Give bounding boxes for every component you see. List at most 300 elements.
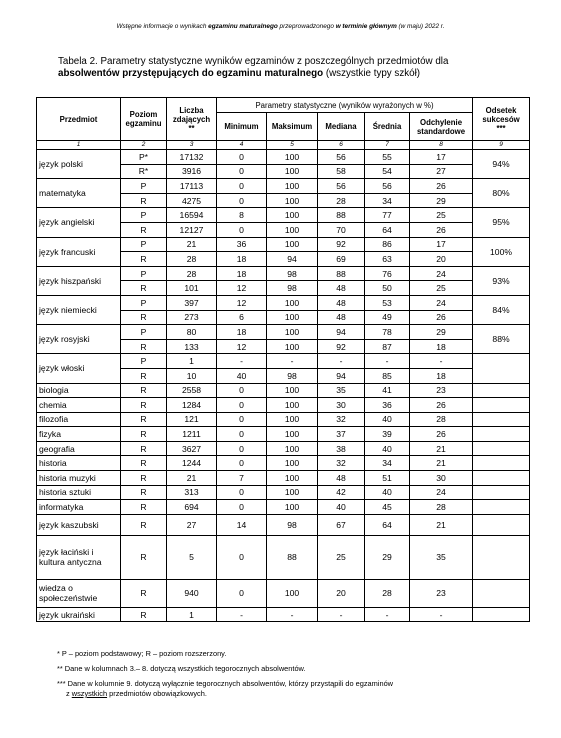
max-cell: 100: [267, 398, 318, 413]
sd-cell: 24: [410, 485, 473, 500]
max-cell: 100: [267, 295, 318, 310]
sd-cell: 17: [410, 150, 473, 165]
success-cell: 100%: [473, 237, 530, 266]
mean-cell: 50: [365, 281, 410, 296]
sd-cell: 21: [410, 441, 473, 456]
min-cell: 0: [217, 164, 267, 179]
sd-cell: 26: [410, 427, 473, 442]
mean-cell: 56: [365, 179, 410, 194]
level-cell: P*: [121, 150, 167, 165]
mean-cell: 45: [365, 500, 410, 515]
max-cell: -: [267, 354, 318, 369]
median-cell: 48: [318, 295, 365, 310]
subject-cell: język polski: [37, 150, 121, 179]
sd-cell: 24: [410, 295, 473, 310]
header-params: Parametry statystyczne (wyników wyrażonych w %): [217, 98, 473, 113]
count-cell: 1: [167, 354, 217, 369]
median-cell: 92: [318, 237, 365, 252]
sd-cell: 20: [410, 252, 473, 267]
table-row: [37, 398, 530, 413]
subject-cell: historia: [37, 456, 121, 471]
max-cell: 100: [267, 164, 318, 179]
sd-cell: 35: [410, 535, 473, 579]
count-cell: 1244: [167, 456, 217, 471]
median-cell: 25: [318, 535, 365, 579]
count-cell: 80: [167, 325, 217, 340]
table-row: [37, 179, 530, 194]
header-mean: Średnia: [365, 113, 410, 141]
column-number: 5: [267, 141, 318, 150]
count-cell: 101: [167, 281, 217, 296]
count-cell: 27: [167, 514, 217, 535]
level-cell: R*: [121, 164, 167, 179]
footnote-3-line-2: [57, 689, 393, 699]
header-subject: Przedmiot: [37, 98, 121, 141]
mean-cell: 51: [365, 471, 410, 486]
min-cell: 0: [217, 456, 267, 471]
level-cell: P: [121, 237, 167, 252]
caption-line-1: Tabela 2. Parametry statystyczne wyników egzaminów z poszczególnych przedmiotów dla: [58, 56, 449, 67]
mean-cell: 34: [365, 193, 410, 208]
median-cell: 92: [318, 339, 365, 354]
success-cell: 93%: [473, 266, 530, 295]
level-cell: R: [121, 500, 167, 515]
median-cell: -: [318, 607, 365, 622]
level-cell: R: [121, 281, 167, 296]
min-cell: 12: [217, 339, 267, 354]
level-cell: R: [121, 485, 167, 500]
count-cell: 12127: [167, 222, 217, 237]
subject-cell: język łaciński i kultura antyczna: [37, 535, 121, 579]
mean-cell: 54: [365, 164, 410, 179]
median-cell: 94: [318, 325, 365, 340]
max-cell: 98: [267, 281, 318, 296]
success-cell: 80%: [473, 179, 530, 208]
min-cell: 6: [217, 310, 267, 325]
header-median: Mediana: [318, 113, 365, 141]
level-cell: P: [121, 325, 167, 340]
median-cell: 35: [318, 383, 365, 398]
count-cell: 21: [167, 471, 217, 486]
median-cell: 88: [318, 266, 365, 281]
max-cell: 100: [267, 579, 318, 607]
min-cell: 18: [217, 325, 267, 340]
footnote-3-post: przedmiotów obowiązkowych.: [107, 689, 207, 698]
min-cell: 0: [217, 535, 267, 579]
level-cell: R: [121, 193, 167, 208]
min-cell: -: [217, 354, 267, 369]
footnote-3-pre: z: [66, 689, 72, 698]
footnote-1: * P – poziom podstawowy; R – poziom rozszerzony.: [57, 649, 227, 658]
mean-cell: 78: [365, 325, 410, 340]
mean-cell: 76: [365, 266, 410, 281]
max-cell: 100: [267, 500, 318, 515]
table-row: [37, 237, 530, 252]
min-cell: 40: [217, 368, 267, 383]
min-cell: 18: [217, 266, 267, 281]
median-cell: 56: [318, 150, 365, 165]
median-cell: 37: [318, 427, 365, 442]
header-text-1: Wstępne informacje o wynikach: [116, 23, 209, 30]
table-row: [37, 383, 530, 398]
subject-cell: matematyka: [37, 179, 121, 208]
header-level: Poziom egzaminu: [121, 98, 167, 141]
column-number: 1: [37, 141, 121, 150]
level-cell: R: [121, 368, 167, 383]
subject-cell: fizyka: [37, 427, 121, 442]
footnote-3: [57, 679, 393, 699]
level-cell: P: [121, 179, 167, 194]
min-cell: 12: [217, 281, 267, 296]
level-cell: R: [121, 252, 167, 267]
min-cell: 36: [217, 237, 267, 252]
sd-cell: 25: [410, 208, 473, 223]
level-cell: R: [121, 514, 167, 535]
subject-cell: chemia: [37, 398, 121, 413]
max-cell: 100: [267, 456, 318, 471]
level-cell: R: [121, 427, 167, 442]
sd-cell: 25: [410, 281, 473, 296]
level-cell: R: [121, 222, 167, 237]
min-cell: 0: [217, 579, 267, 607]
median-cell: 69: [318, 252, 365, 267]
mean-cell: 87: [365, 339, 410, 354]
success-cell: [473, 456, 530, 471]
column-number: 6: [318, 141, 365, 150]
page-header: [0, 23, 561, 30]
table-row: [37, 535, 530, 579]
table-caption: [58, 56, 518, 80]
max-cell: 98: [267, 514, 318, 535]
median-cell: 40: [318, 500, 365, 515]
count-cell: 694: [167, 500, 217, 515]
median-cell: 48: [318, 310, 365, 325]
subject-cell: historia muzyki: [37, 471, 121, 486]
sd-cell: 17: [410, 237, 473, 252]
sd-cell: 26: [410, 222, 473, 237]
median-cell: 32: [318, 456, 365, 471]
sd-cell: 18: [410, 368, 473, 383]
table-row: [37, 354, 530, 369]
median-cell: 30: [318, 398, 365, 413]
median-cell: 88: [318, 208, 365, 223]
table-row: [37, 607, 530, 622]
header-bold-2: w terminie głównym: [335, 23, 397, 30]
max-cell: 100: [267, 412, 318, 427]
sd-cell: 23: [410, 579, 473, 607]
success-cell: [473, 535, 530, 579]
subject-cell: informatyka: [37, 500, 121, 515]
footnote-2: ** Dane w kolumnach 3.– 8. dotyczą wszystkich tegorocznych absolwentów.: [57, 664, 306, 673]
mean-cell: 53: [365, 295, 410, 310]
footnote-3-line-1: *** Dane w kolumnie 9. dotyczą wyłącznie tegorocznych absolwentów, którzy przystąpili do egzaminów: [57, 679, 394, 688]
table-row: [37, 412, 530, 427]
min-cell: 18: [217, 252, 267, 267]
table-row: [37, 500, 530, 515]
table-body: [37, 150, 530, 622]
success-cell: [473, 383, 530, 398]
mean-cell: 41: [365, 383, 410, 398]
median-cell: 28: [318, 193, 365, 208]
count-cell: 2558: [167, 383, 217, 398]
count-cell: 10: [167, 368, 217, 383]
success-cell: [473, 514, 530, 535]
header-sd: Odchylenie standardowe: [410, 113, 473, 141]
mean-cell: 36: [365, 398, 410, 413]
sd-cell: 28: [410, 500, 473, 515]
count-cell: 940: [167, 579, 217, 607]
sd-cell: 26: [410, 179, 473, 194]
column-number: 3: [167, 141, 217, 150]
max-cell: 100: [267, 208, 318, 223]
table-row: [37, 150, 530, 165]
count-cell: 28: [167, 252, 217, 267]
header-count-label: Liczba zdających: [172, 105, 211, 124]
count-cell: 17113: [167, 179, 217, 194]
sd-cell: 28: [410, 412, 473, 427]
min-cell: -: [217, 607, 267, 622]
sd-cell: 21: [410, 514, 473, 535]
median-cell: -: [318, 354, 365, 369]
level-cell: R: [121, 579, 167, 607]
mean-cell: -: [365, 354, 410, 369]
sd-cell: -: [410, 354, 473, 369]
mean-cell: 40: [365, 441, 410, 456]
mean-cell: 64: [365, 514, 410, 535]
max-cell: 100: [267, 383, 318, 398]
success-cell: 95%: [473, 208, 530, 237]
header-pass-label: Odsetek sukcesów: [482, 105, 520, 124]
level-cell: R: [121, 339, 167, 354]
sd-cell: 29: [410, 193, 473, 208]
count-cell: 3627: [167, 441, 217, 456]
min-cell: 0: [217, 398, 267, 413]
min-cell: 14: [217, 514, 267, 535]
count-cell: 5: [167, 535, 217, 579]
min-cell: 0: [217, 441, 267, 456]
subject-cell: język kaszubski: [37, 514, 121, 535]
success-cell: [473, 607, 530, 622]
count-cell: 273: [167, 310, 217, 325]
sd-cell: 27: [410, 164, 473, 179]
level-cell: R: [121, 607, 167, 622]
column-number: 2: [121, 141, 167, 150]
table-row: [37, 427, 530, 442]
sd-cell: 26: [410, 398, 473, 413]
median-cell: 32: [318, 412, 365, 427]
level-cell: R: [121, 398, 167, 413]
mean-cell: 64: [365, 222, 410, 237]
max-cell: -: [267, 607, 318, 622]
max-cell: 94: [267, 252, 318, 267]
count-cell: 1: [167, 607, 217, 622]
success-cell: [473, 354, 530, 383]
count-cell: 133: [167, 339, 217, 354]
count-cell: 313: [167, 485, 217, 500]
subject-cell: biologia: [37, 383, 121, 398]
min-cell: 0: [217, 193, 267, 208]
subject-cell: historia sztuki: [37, 485, 121, 500]
table-row: [37, 208, 530, 223]
column-number: 4: [217, 141, 267, 150]
success-cell: 94%: [473, 150, 530, 179]
column-number: 8: [410, 141, 473, 150]
median-cell: 67: [318, 514, 365, 535]
table-row: [37, 456, 530, 471]
header-count: [167, 98, 217, 141]
median-cell: 42: [318, 485, 365, 500]
sd-cell: 23: [410, 383, 473, 398]
header-pass: [473, 98, 530, 141]
success-cell: [473, 427, 530, 442]
sd-cell: 21: [410, 456, 473, 471]
max-cell: 100: [267, 179, 318, 194]
level-cell: R: [121, 441, 167, 456]
mean-cell: 40: [365, 485, 410, 500]
header-text-3: (w maju) 2022 r.: [396, 23, 445, 30]
min-cell: 7: [217, 471, 267, 486]
count-cell: 17132: [167, 150, 217, 165]
level-cell: R: [121, 471, 167, 486]
sd-cell: 26: [410, 310, 473, 325]
table-row: [37, 485, 530, 500]
success-cell: 88%: [473, 325, 530, 354]
caption-rest: (wszystkie typy szkół): [323, 68, 421, 79]
min-cell: 0: [217, 485, 267, 500]
table-row: [37, 441, 530, 456]
subject-cell: język rosyjski: [37, 325, 121, 354]
footnote-3-underlined: wszystkich: [71, 689, 108, 698]
level-cell: R: [121, 412, 167, 427]
max-cell: 100: [267, 441, 318, 456]
median-cell: 48: [318, 471, 365, 486]
min-cell: 0: [217, 412, 267, 427]
median-cell: 20: [318, 579, 365, 607]
subject-cell: język włoski: [37, 354, 121, 383]
max-cell: 100: [267, 325, 318, 340]
max-cell: 98: [267, 266, 318, 281]
column-number: 7: [365, 141, 410, 150]
min-cell: 0: [217, 179, 267, 194]
sd-cell: 24: [410, 266, 473, 281]
count-cell: 21: [167, 237, 217, 252]
subject-cell: wiedza o społeczeństwie: [37, 579, 121, 607]
mean-cell: 40: [365, 412, 410, 427]
min-cell: 0: [217, 427, 267, 442]
mean-cell: 34: [365, 456, 410, 471]
median-cell: 48: [318, 281, 365, 296]
success-cell: [473, 398, 530, 413]
mean-cell: 49: [365, 310, 410, 325]
mean-cell: 85: [365, 368, 410, 383]
max-cell: 100: [267, 150, 318, 165]
statistics-table: [36, 97, 530, 622]
table-row: [37, 266, 530, 281]
success-cell: 84%: [473, 295, 530, 324]
max-cell: 100: [267, 193, 318, 208]
median-cell: 94: [318, 368, 365, 383]
count-cell: 397: [167, 295, 217, 310]
min-cell: 0: [217, 383, 267, 398]
table-row: [37, 295, 530, 310]
max-cell: 100: [267, 237, 318, 252]
sd-cell: 30: [410, 471, 473, 486]
max-cell: 100: [267, 310, 318, 325]
level-cell: R: [121, 383, 167, 398]
min-cell: 0: [217, 222, 267, 237]
median-cell: 38: [318, 441, 365, 456]
mean-cell: 29: [365, 535, 410, 579]
count-cell: 3916: [167, 164, 217, 179]
mean-cell: 77: [365, 208, 410, 223]
level-cell: R: [121, 456, 167, 471]
median-cell: 56: [318, 179, 365, 194]
min-cell: 0: [217, 150, 267, 165]
header-min: Minimum: [217, 113, 267, 141]
count-cell: 1211: [167, 427, 217, 442]
column-number: 9: [473, 141, 530, 150]
level-cell: P: [121, 354, 167, 369]
table-row: [37, 325, 530, 340]
level-cell: P: [121, 295, 167, 310]
success-cell: [473, 579, 530, 607]
mean-cell: 39: [365, 427, 410, 442]
subject-cell: język ukraiński: [37, 607, 121, 622]
subject-cell: filozofia: [37, 412, 121, 427]
mean-cell: 55: [365, 150, 410, 165]
column-number-row: [37, 141, 530, 150]
success-cell: [473, 485, 530, 500]
min-cell: 8: [217, 208, 267, 223]
success-cell: [473, 471, 530, 486]
count-cell: 28: [167, 266, 217, 281]
median-cell: 70: [318, 222, 365, 237]
sd-cell: 29: [410, 325, 473, 340]
caption-line-2: [58, 68, 518, 80]
header-pass-mark: ***: [496, 123, 506, 133]
max-cell: 100: [267, 339, 318, 354]
table-row: [37, 514, 530, 535]
subject-cell: geografia: [37, 441, 121, 456]
table-row: [37, 579, 530, 607]
level-cell: R: [121, 535, 167, 579]
level-cell: P: [121, 266, 167, 281]
subject-cell: język hiszpański: [37, 266, 121, 295]
caption-bold: absolwentów przystępujących do egzaminu maturalnego: [58, 68, 324, 79]
subject-cell: język angielski: [37, 208, 121, 237]
max-cell: 100: [267, 471, 318, 486]
count-cell: 121: [167, 412, 217, 427]
median-cell: 58: [318, 164, 365, 179]
table-row: [37, 471, 530, 486]
header-count-mark: **: [188, 123, 195, 133]
max-cell: 100: [267, 485, 318, 500]
level-cell: P: [121, 208, 167, 223]
mean-cell: 28: [365, 579, 410, 607]
success-cell: [473, 500, 530, 515]
mean-cell: 63: [365, 252, 410, 267]
sd-cell: 18: [410, 339, 473, 354]
max-cell: 100: [267, 427, 318, 442]
count-cell: 16594: [167, 208, 217, 223]
max-cell: 98: [267, 368, 318, 383]
header-text-2: przeprowadzonego: [277, 23, 336, 30]
subject-cell: język francuski: [37, 237, 121, 266]
max-cell: 88: [267, 535, 318, 579]
level-cell: R: [121, 310, 167, 325]
mean-cell: 86: [365, 237, 410, 252]
count-cell: 1284: [167, 398, 217, 413]
